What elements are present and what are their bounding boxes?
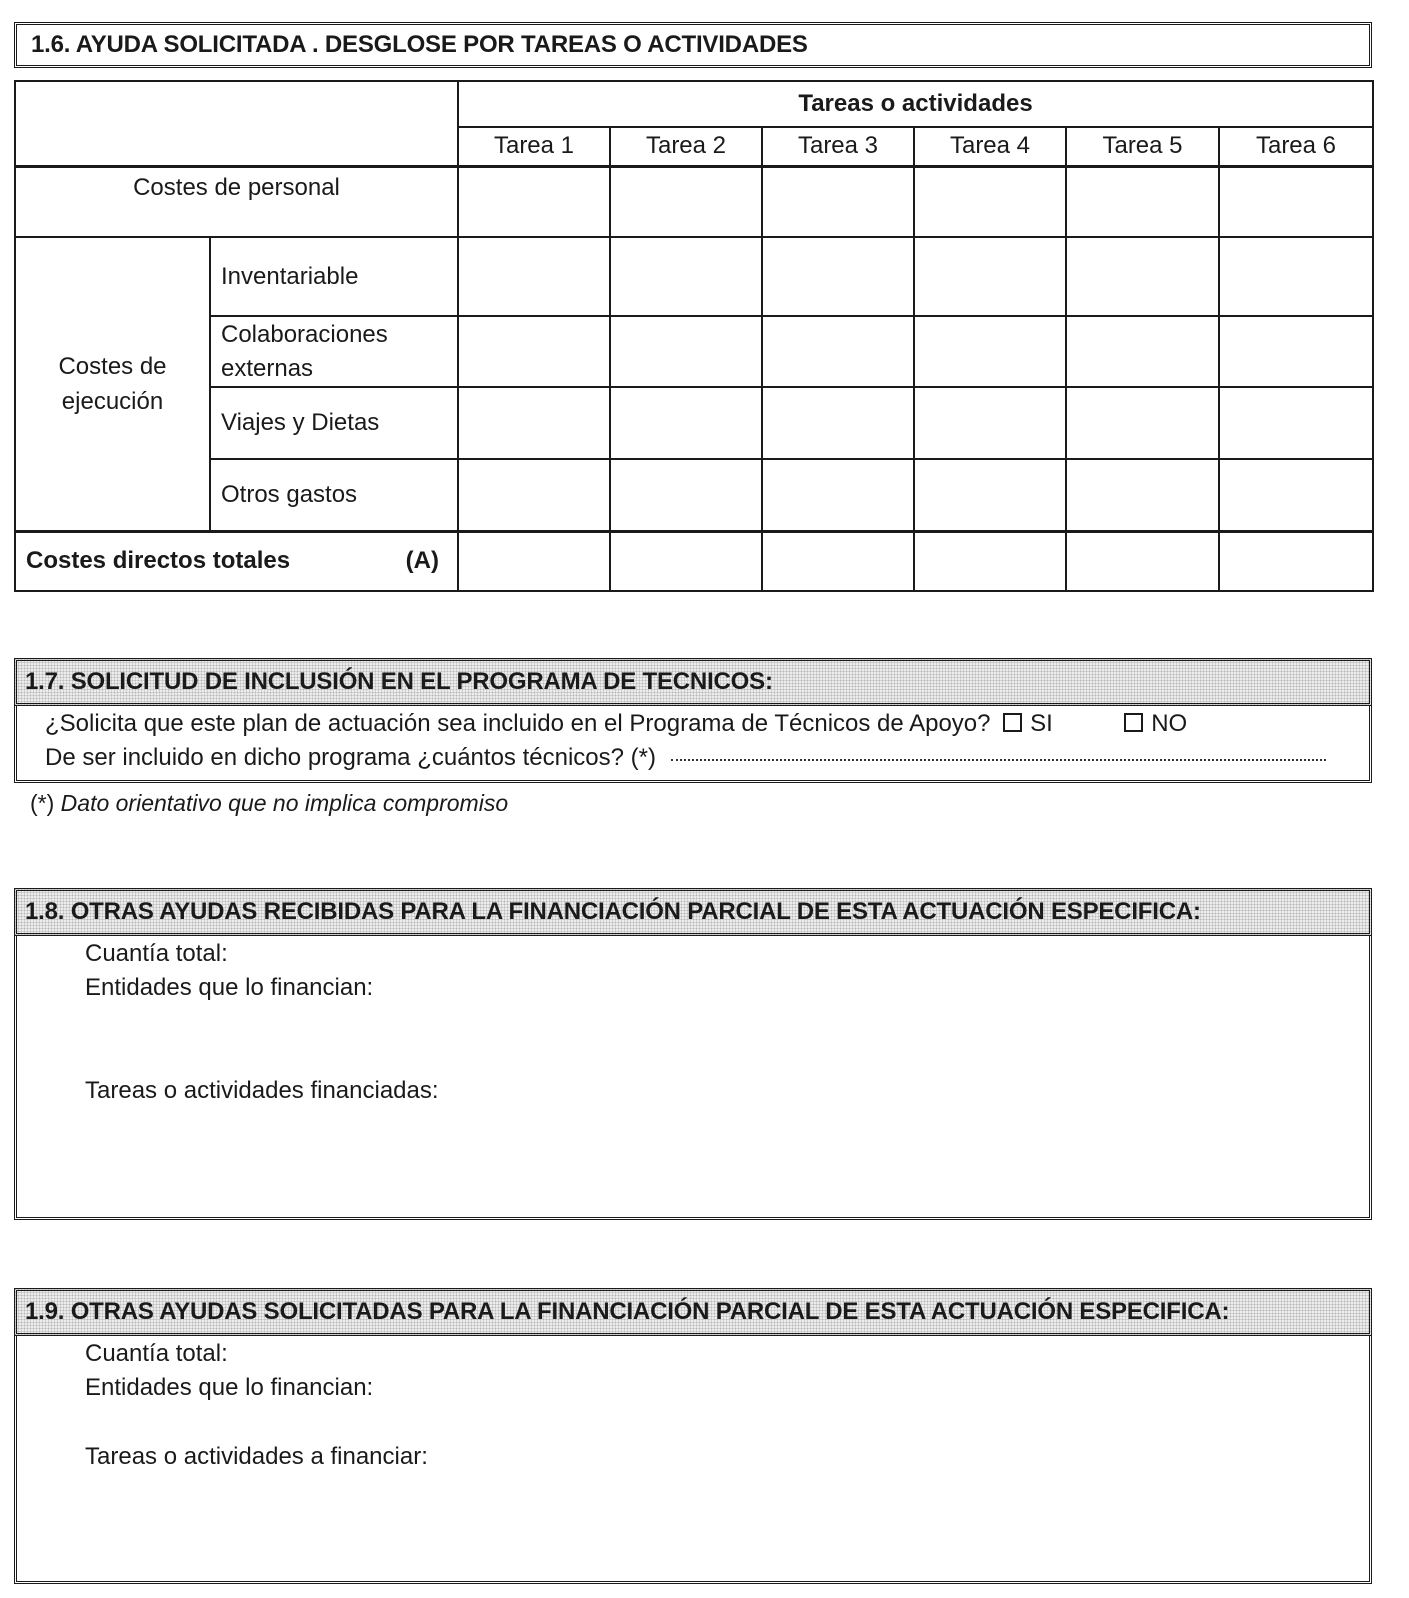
row-label-costes-personal: Costes de personal: [15, 166, 458, 237]
cell-input[interactable]: [914, 459, 1066, 531]
row-label-total: [15, 531, 458, 591]
row-label-colaboraciones-text: Colaboraciones externas: [221, 320, 388, 382]
section-1-6-title-text: 1.6. AYUDA SOLICITADA . DESGLOSE POR TAREAS O ACTIVIDADES: [31, 31, 808, 58]
cell-input[interactable]: [1219, 166, 1373, 237]
section-1-8-body: [14, 936, 1372, 1220]
cuantia-label: Cuantía total:: [85, 940, 228, 967]
no-label: NO: [1151, 710, 1188, 737]
section-1-9-body: [14, 1336, 1372, 1584]
section-1-7-title-text: 1.7. SOLICITUD DE INCLUSIÓN EN EL PROGRAMA DE TECNICOS:: [25, 668, 773, 695]
cell-input[interactable]: [1066, 459, 1219, 531]
section-1-9-title: [14, 1288, 1372, 1336]
row-label-colaboraciones: [210, 316, 458, 387]
cell-input[interactable]: [458, 387, 610, 459]
section-1-8-title-text: 1.8. OTRAS AYUDAS RECIBIDAS PARA LA FINANCIACIÓN PARCIAL DE ESTA ACTUACIÓN ESPECIFICA:: [25, 898, 1201, 925]
footnote-mark: (*): [30, 790, 55, 816]
cuantia-label: Cuantía total:: [85, 1340, 228, 1367]
cell-input[interactable]: [1219, 459, 1373, 531]
cell-input[interactable]: [762, 316, 914, 387]
cell-input[interactable]: [762, 531, 914, 591]
table-corner-cell: [15, 81, 458, 166]
row-label-otros-gastos: Otros gastos: [210, 459, 458, 531]
tecnicos-count-question: De ser incluido en dicho programa ¿cuántos técnicos? (*): [45, 744, 656, 771]
cell-input[interactable]: [1066, 387, 1219, 459]
table-row-otros-gastos: [15, 459, 1373, 531]
column-header-tarea-3: Tarea 3: [762, 127, 914, 166]
total-code: (A): [405, 547, 439, 575]
tecnicos-count-line: [45, 744, 1326, 772]
cell-input[interactable]: [762, 237, 914, 316]
si-label: SI: [1030, 710, 1053, 737]
total-label: Costes directos totales: [26, 547, 291, 575]
tareas-financiadas-label: Tareas o actividades financiadas:: [85, 1077, 439, 1104]
cell-input[interactable]: [914, 237, 1066, 316]
tareas-a-financiar-label: Tareas o actividades a financiar:: [85, 1443, 428, 1470]
cell-input[interactable]: [458, 316, 610, 387]
cell-input[interactable]: [610, 316, 762, 387]
cell-input[interactable]: [610, 237, 762, 316]
cell-input[interactable]: [458, 166, 610, 237]
section-1-7-body: [14, 706, 1372, 783]
cell-input[interactable]: [762, 459, 914, 531]
cell-input[interactable]: [1219, 531, 1373, 591]
table-row-inventariable: [15, 237, 1373, 316]
cell-input[interactable]: [458, 237, 610, 316]
cell-input[interactable]: [1219, 237, 1373, 316]
footnote: [30, 790, 508, 817]
row-group-costes-ejecucion: [15, 237, 210, 531]
cell-input[interactable]: [1219, 316, 1373, 387]
section-1-8-title: [14, 888, 1372, 936]
entidades-label: Entidades que lo financian:: [85, 1374, 374, 1401]
cell-input[interactable]: [1066, 237, 1219, 316]
table-row-colaboraciones: [15, 316, 1373, 387]
column-header-tarea-2: Tarea 2: [610, 127, 762, 166]
column-header-tarea-1: Tarea 1: [458, 127, 610, 166]
tareas-group-header: Tareas o actividades: [458, 81, 1373, 127]
si-checkbox[interactable]: [1003, 713, 1022, 732]
cell-input[interactable]: [914, 387, 1066, 459]
row-label-viajes: Viajes y Dietas: [210, 387, 458, 459]
row-label-inventariable: Inventariable: [210, 237, 458, 316]
section-1-6-title: [14, 22, 1372, 68]
cell-input[interactable]: [610, 387, 762, 459]
cell-input[interactable]: [610, 166, 762, 237]
cell-input[interactable]: [914, 531, 1066, 591]
cell-input[interactable]: [1066, 316, 1219, 387]
cell-input[interactable]: [1066, 166, 1219, 237]
section-1-9-title-text: 1.9. OTRAS AYUDAS SOLICITADAS PARA LA FINANCIACIÓN PARCIAL DE ESTA ACTUACIÓN ESPECIFICA:: [25, 1298, 1230, 1325]
cell-input[interactable]: [762, 387, 914, 459]
table-row-total: [15, 531, 1373, 591]
cell-input[interactable]: [458, 459, 610, 531]
no-checkbox[interactable]: [1124, 713, 1143, 732]
tecnicos-question-line: [45, 710, 1187, 738]
row-group-label: Costes de ejecución: [58, 352, 167, 415]
cell-input[interactable]: [762, 166, 914, 237]
table-row-viajes: [15, 387, 1373, 459]
cell-input[interactable]: [610, 459, 762, 531]
table-row-costes-personal: [15, 166, 1373, 237]
cell-input[interactable]: [914, 316, 1066, 387]
column-header-tarea-6: Tarea 6: [1219, 127, 1373, 166]
cell-input[interactable]: [1219, 387, 1373, 459]
footnote-text: Dato orientativo que no implica compromiso: [60, 790, 509, 816]
section-1-7-title: [14, 658, 1372, 706]
tecnicos-question: ¿Solicita que este plan de actuación sea incluido en el Programa de Técnicos de Apoyo?: [45, 710, 991, 737]
entidades-label: Entidades que lo financian:: [85, 974, 374, 1001]
cell-input[interactable]: [1066, 531, 1219, 591]
ayuda-desglose-table: [14, 80, 1374, 592]
column-header-tarea-5: Tarea 5: [1066, 127, 1219, 166]
column-header-tarea-4: Tarea 4: [914, 127, 1066, 166]
cell-input[interactable]: [914, 166, 1066, 237]
tecnicos-count-field[interactable]: [671, 758, 1326, 761]
cell-input[interactable]: [458, 531, 610, 591]
cell-input[interactable]: [610, 531, 762, 591]
